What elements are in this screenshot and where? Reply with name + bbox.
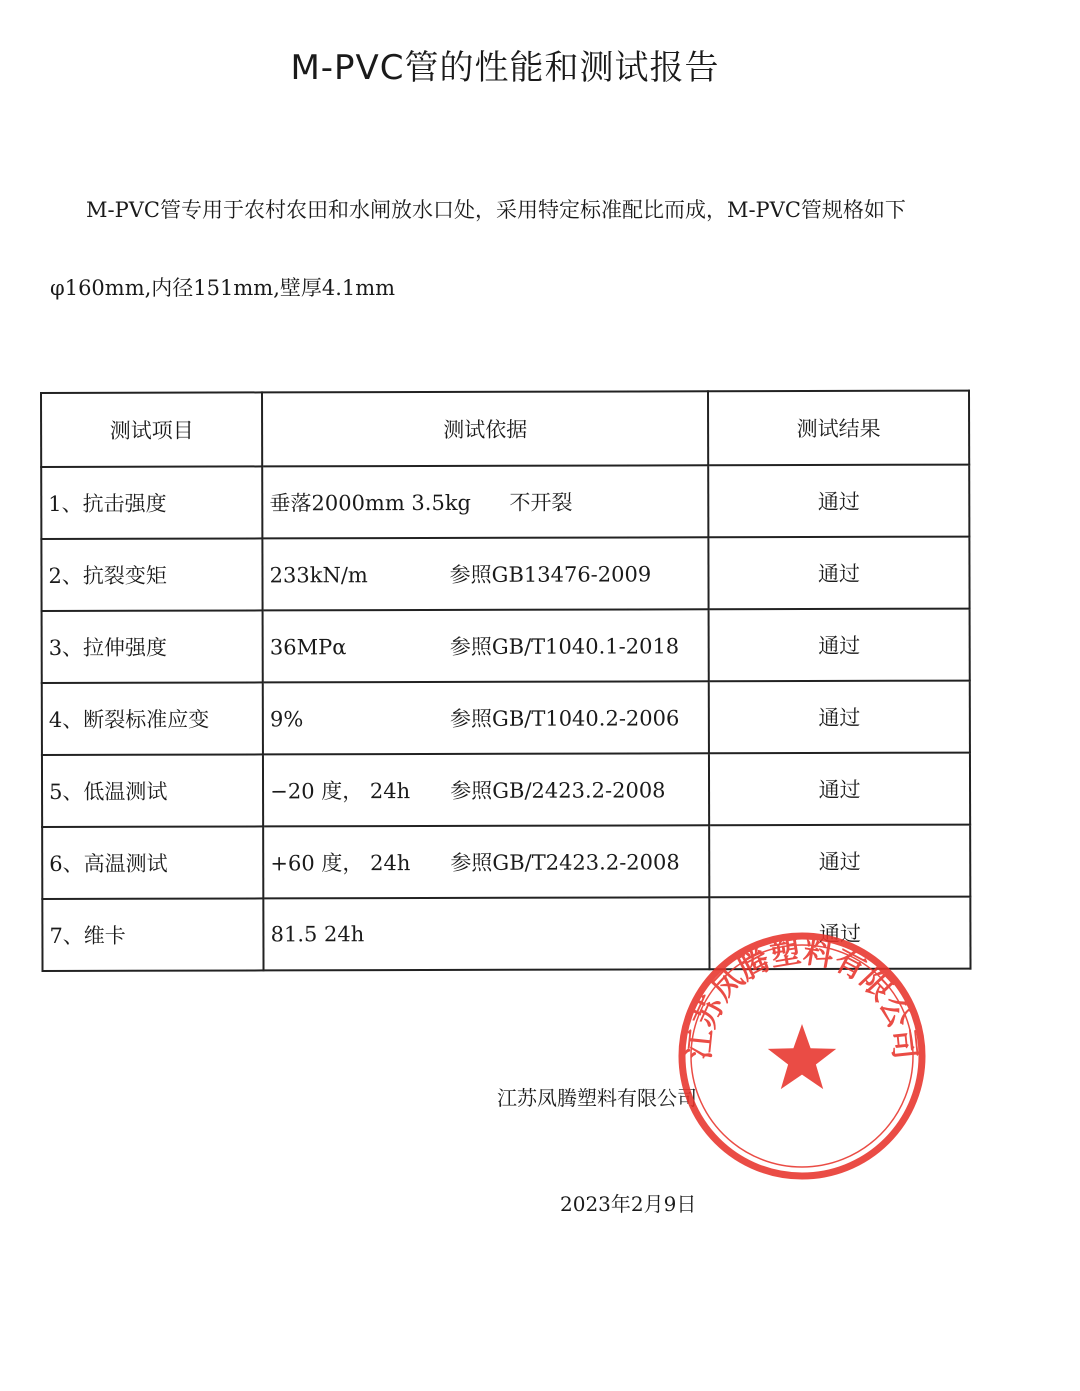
test-basis: [263, 609, 709, 682]
table-row: [41, 537, 969, 611]
basis-standard: 不开裂: [509, 490, 573, 515]
seal-text: 江苏凤腾塑料有限公司: [682, 934, 922, 1061]
test-basis: [263, 825, 709, 898]
basis-standard: 参照GB/2423.2-2008: [450, 778, 666, 803]
test-result: 通过: [709, 609, 970, 682]
header-test-item: 测试项目: [41, 392, 262, 467]
basis-standard: 参照GB/T2423.2-2008: [450, 850, 680, 875]
basis-value: 36MPα: [269, 635, 347, 660]
table-row: [42, 753, 970, 827]
test-basis: [262, 465, 708, 538]
table-row: [42, 897, 970, 971]
test-item: 3、拉伸强度: [42, 610, 263, 683]
test-basis: [263, 681, 709, 754]
test-item: 2、抗裂变矩: [41, 538, 262, 611]
table-row: [42, 681, 970, 755]
test-item: 5、低温测试: [42, 754, 263, 827]
table-row: [41, 465, 969, 539]
basis-standard: 参照GB13476-2009: [449, 562, 652, 587]
table-header-row: [41, 391, 969, 467]
basis-standard: 参照GB/T1040.1-2018: [449, 634, 680, 659]
test-result: 通过: [709, 753, 970, 826]
basis-value: 81.5 24h: [270, 922, 365, 947]
table-row: [42, 825, 970, 899]
report-date: 2023年2月9日: [560, 1192, 697, 1216]
intro-paragraph: M-PVC管专用于农村农田和水闸放水口处，采用特定标准配比而成，M-PVC管规格如下: [86, 198, 906, 222]
header-test-basis: 测试依据: [262, 391, 708, 466]
basis-value: +60 度， 24h: [270, 851, 411, 876]
star-icon: [768, 1024, 836, 1089]
header-test-result: 测试结果: [708, 391, 969, 466]
test-result: 通过: [708, 537, 969, 610]
test-basis: [263, 897, 709, 970]
company-name: 江苏凤腾塑料有限公司: [497, 1086, 697, 1110]
test-basis: [263, 537, 709, 610]
basis-value: 233kN/m: [269, 563, 368, 588]
table-row: [42, 609, 970, 683]
basis-value: −20 度， 24h: [270, 779, 411, 804]
pipe-specification: φ160mm,内径151mm,壁厚4.1mm: [50, 276, 396, 300]
seal-inner-ring: [691, 945, 913, 1167]
seal-ring: [682, 936, 922, 1176]
test-results-table: [40, 390, 972, 972]
test-result: 通过: [709, 681, 970, 754]
basis-standard: 参照GB/T1040.2-2006: [449, 706, 680, 731]
test-item: 7、维卡: [42, 898, 263, 971]
test-item: 1、抗击强度: [41, 466, 262, 539]
test-result: 通过: [709, 897, 970, 970]
basis-value: 9%: [269, 707, 304, 732]
test-item: 6、高温测试: [42, 826, 263, 899]
basis-value: 垂落2000mm 3.5kg: [269, 490, 472, 516]
test-basis: [263, 753, 709, 826]
test-result: 通过: [709, 825, 970, 898]
test-result: 通过: [708, 465, 969, 538]
test-item: 4、断裂标准应变: [42, 682, 263, 755]
report-title: M-PVC管的性能和测试报告: [290, 48, 720, 88]
